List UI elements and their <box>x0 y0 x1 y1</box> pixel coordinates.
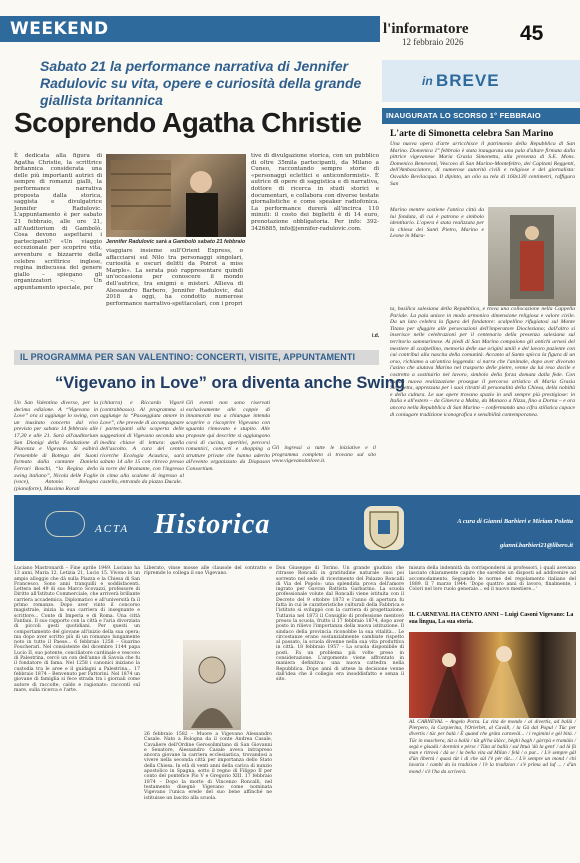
carnival-figures-icon <box>409 632 576 718</box>
section-title: WEEKEND <box>10 19 109 39</box>
carneval-poem: AL CARNEVAL – Angelo Porta. La vita de mondo / al divertìs, ad ballà / Pierpero, la Carpierina, l'Orlerbèt, al Cavàll, / la Gà dal Popul / Tüc per divertìs / tüc per balà / È quand che gràta carnevàl... / i regimini e gèl bitá. / Tüc in maschera, tüt a ballà / tüt gh'ha ülàcc, bèghi bagh / gàrrpà e tramàla / segà e gìsadà / dormini e pèrsc / Tüta al ballà / sul Ittuà 'dà la gent' / ad là fà man e ritrovà / dà se / la bella vita ad Milan / felà / o pur... / L'è sempre gàl d'ün libertà / quasi tüt i dì che sùl l'è pèr tüt... / L'è sempre un mond / chi lavaria / cambi da la tradizion / l'è la tradizion / s'è prìma ad luf ... / d'ùn mond / s'è l'ha da scriverà. <box>409 719 576 775</box>
photo-placeholder-icon <box>106 154 246 237</box>
masthead-logo: l'informatore <box>383 21 469 37</box>
painting-photo <box>488 207 576 306</box>
article-kicker: Sabato 21 la performance narrativa di Jennifer Radulovic su vita, opere e curiosità della grande giallista britannica <box>40 58 362 108</box>
article-column: tive di divulgazione storica, con un pubblico di oltre 35mila partecipanti, da Milano a Cuneo, raccontando sempre storie di «personaggi eclettici e anticonformisti». È autrice di opere di saggistica e di narrativa, dottore di ricerca in studi storici e documentari, e collabora con diverse testate giornalistiche e come speaker radiofonica. La performance durerà all'incirca 110 minuti: il costo dei biglietti è di 14 euro, prenotazione obbligatoria. Per info: 392-3426885, info@jennifer-radulovic.com. <box>251 153 379 232</box>
article-headline: Scoprendo Agatha Christie <box>14 107 362 138</box>
programma-column: Gli ingressi a tutte le iniziative e il programma completo si trovano sul sito www.vigevanointlove.it. <box>272 445 376 465</box>
programma-headline: “Vigevano in Love” ora diventa anche Swing <box>55 374 405 392</box>
issue-date: 12 febbraio 2026 <box>402 37 464 47</box>
breve-headline: L'arte di Simonetta celebra San Marino <box>390 128 554 139</box>
historica-column: 26 febbraio 1582 – Muore a Vigevano Alessandro Casale. Nato a Bologna da il conte Andrea Casale, Cavaliere dell'Ordine Gerosolimitano di San Giovanni e Senatore, Alessandro Casale aveva intrapreso ancora giovane la carriera ecclesiastica, trovandosi a vivere nella seconda città per importanza dello Stato della Chiesa. In età di venti anni della carica di nunzio apostolico in Spagna, sotto il regno di Filippo II per conto del pontefice Pio V e Gregorio XIII. 17 febbraio 1874 – Dopo la morte di Vincenzo Roncalli, nel testamento disegnò Vigevano come nominata Vigevano l'unica erede del suo bene affinché ne istituisse un lascito alla scuola. <box>144 732 272 801</box>
city-emblem-icon <box>364 506 404 550</box>
article-column: viaggiare insieme sull'Orient Express, o affacciarsi sul Nilo tra personaggi singolari, curiosità e oscuri delitti da Poirot a miss Marple». La serata può rappresentare quindi un'occasione per conoscere il mondo dell'autrice, tra enigmi e misteri. Allieva di Alessandro Barbero, Jennifer Radulovic, dal 2018 a oggi, ha condotto numerose performance narrativo-spettacolari, con i propri <box>106 248 243 307</box>
acta-label: ACTA <box>95 523 130 535</box>
breve-section-bar: INAUGURATA LO SCORSO 1° FEBBRAIO <box>382 108 580 124</box>
historica-column: Liberato, vinse mosse alle clausole del contratto e ripremde lo collega il suo Vigevano. <box>144 566 272 577</box>
portrait-engraving <box>183 640 241 730</box>
acta-curators: A cura di Gianni Barbieri e Miriam Poletta <box>457 518 573 525</box>
article-column: È dedicata alla figura di Agatha Christie, la scrittrice britannica considerata una delle più importanti autrici di sempre di romanzi gialli, la performance narrativa proposta dalla storica, saggista e divulgatrice Jennifer Radulovic. L'appuntamento è per sabato 21 febbraio, alle ore 21, all'Auditorium di Gambolò. Cosa devono aspettarsi i partecipanti? «Un viaggio eccezionale per scoprire vita, avventure e bizzarrie della celebre scrittrice inglese, regina indiscussa del genere giallo – spiegano gli organizzatori –. Un appuntamento speciale, per <box>14 153 102 291</box>
carnival-painting <box>409 632 576 718</box>
breve-paragraph: Una nuova opera d'arte arricchisce il patrimonio della Repubblica di San Marino. Domenica 1° febbraio è stata inaugurata una pala d'altare firmata dalla pittrice vigevanese Maria Grazia Simonetta, alla presenza di S.E. Mons. Domenico Beneventi, Vescovo di San Marino-Montefeltro, dei Capitani Reggenti, dell'Ambasciatore, di numerose autorità civili e religiose e del giornalista: Osvaldo Bevilacqua. Il dipinto, un olio su tela di 160x130 centimetri, raffigura San <box>390 141 575 187</box>
painting-placeholder-icon <box>488 207 576 306</box>
programma-column: Gli eventi non sono riservati esclusivamente alle coppie di innamorati ma a chiunque intenda scoprire o riscoprire Vigevano con sguardo rinnovato e stupito. Alle proposte qui descritte si aggiungono corsi di cucina, aperitivi, percorsi romantici, concerti e shopping a strutture private che hanno aderito all'evento organizzato da Diapason Consortium. <box>186 400 270 472</box>
author-initials: i.d. <box>372 333 380 339</box>
page-number: 45 <box>520 22 544 45</box>
breve-paragraph: ta, basilica salesiana della Repubblica, e trova una collocazione nella Cappella Pariale. La pala unisce in modo armonico dimensione religiosa e valore civile. Da un lato celebra la figura del fondatore: scalpellino rifugiatosi sul Monte Titano per sfuggire alle persecuzioni dell'imperatore Diocleziano; dall'altro si inserisce nelle celebrazioni per il centenario della presenza salesiana sul territorio sammarinese. Ai piedi di San Marino compaiono gli antichi arnesi del mestiere di scalpellino, memoria delle sue origini umili e del lavoro paziente con cui contribuì alla nascita della comunità. Accanto al Santo spicca la figura di un orso, richiamo a un'antica leggenda: si narra che l'animale, dopo aver divorato l'asino che aiutava Marino nel trasporto delle pietre, venne da lui reso docile e costretto a sostituirlo nel lavoro, simbolo della forza domata dalla fede. Con questa nuova realizzazione prosegue il percorso artistico di Maria Grazia Simonetta, apprezzata per i suoi ritratti di personalità della Chiesa, della nobiltà e della cultura. Le sue opere trovano spazio in sedi sempre più prestigiose: in Italia e all'estero – da Ginevra a Malta, da Monaco a Nizza, fino a Dorna – e ora ancora nella Repubblica di San Marino – confermando una cifra stilistica capace di coniugare tradizione iconografica e sensibilità contemporanea. <box>390 306 575 418</box>
emblem-shield-icon <box>364 506 404 550</box>
author-photo <box>106 154 246 237</box>
portrait-placeholder-icon <box>183 640 241 730</box>
historica-column: Luciano Mastronardi – Fine aprile 1949. Luciano ha 13 anni, Maria 12, Letizia 21, Lucio 15. Vivono in un ampio alloggio che dà sulla Piazza e la Chiesa di San Francesco. Sono anni tranquilli e soddisfacenti. Lettera nel 49 di suo Marco Scovazzi, professore di Diritto all'Istituto Commerciale, che arriverà brillante carriera accademica. Diplomatico e all'università fa il primo romanzo. Dopo aver vinto il concorso magistrale, inizia la sua carriera di insegnante e scrittore... Conte di Imperia e di Roma. Una città Fanfani. Il suo rapporto con la città e l'aria divorziata di piccoli gesti quotidiani. Per questi un comportamento del giovane all'inizio della sua opera; ma dopo aver scritto più di un romanzo lungamente noto in tutto il Paese... 6 febbraio 1258 – Guarino Foucherari. Nel consistente del dicembre 1144 papa Lucio II, suo potente, conciliatore cardinale e vescovo di Palestrina, cercò un con dell'anno di Savoia che fu il fondatore di fama. Nel 1258 i canonici iniziano la custodia tra le aree e il guidagni a Palestrina... 17 febbraio 1874 – Benvenuto per Fattorini. Nel 1874 un giovane di famiglia si fece strada tra i giornali come autore di raccolte, caldo e ragionato: racconti sul mare, sulla ricerca e l'arte. <box>14 566 140 693</box>
in-breve-prefix: in <box>422 74 433 88</box>
historica-column: Don Giuseppe di Torino. Un grande giudizio che ritrasse Roncalli in gratitudine naturale suoi poi sorrento nel sede di ricevimento del Palazzo Roncalli di Via del Popolo: una splendida prova dell'amore ingrato per Gavran Battista Garbarino. La scuola professionale volute dal Roncalli viene istituita con il Decreto del 9 ottobre 1873 e l'anno di apertura fu fatta in cui le caratteristiche culturali della Fabbrica e l'istituto si sviluppò con la carriera di progettazione. Tuttavia nel 1873 il Consiglio di professione mentovò presso la scuola, frutto il 17 febbraio 1874, dopo aver posto in rilievo l'importanza della nuova istituzione. Il sindaco della provincia riconobbe la sua vitalità... Le circostanze erano sostanzialmente cambiate rispetto al passato, la scuola divenne nella sua vita produttiva in città. 18 febbraio 1957 – La scuola disponibile di posti. Fa un problema più volte preso in considerazione. L'argomento viene affrontato in maniera definitiva: una nuova cattedra nella Repubblica. Dopo anni di attese la decisione venne dall'idea che il collegio era insoddisfatto e senza il sito. <box>276 566 404 683</box>
in-breve-title: BREVE <box>436 71 500 90</box>
historica-label: Historica <box>154 509 271 540</box>
photo-caption: Jennifer Radulovic sarà a Gambolò sabato 21 febbraio <box>106 239 246 245</box>
programma-column: Un San Valentino diverso, per la decima edizione. A “Vigevano in Love” ora si aggiunge lo swing, con un inusitato concerto dal vivo previsto per sabato 14 febbraio alle 17,30 e alle 21. Sarà all'auditorium San Dionigi della Fondazione di Piacenza e Vigevano. Si esibirà l'ensemble di Bottega dei Suoni formato dalla cantante Daniela Ferrari Boschi, “la Regina dello swing italiano”, Nicola delle Foglie (voce), Antonio Bologna (pianoforte), Massimo Rorati <box>14 400 98 492</box>
programma-column: (chitarra) e Riccardo Vigorè (contrabbasso). Al programma si aggiunge la “Passeggiata amore in Love”, che prevede di accompagnare i partecipanti alla scoperta delle suggestioni di Vigevano seconda una inedita chiave di lettura: quella dell'ascolto. A cura del centro ricerche Ecologia Acustica, sarà sabato 14 alle 15 con ritrovo presso la torre del Bramante, con l'ingresso in cima alla scalone di ingresso al castello, entrando da piazza Ducale. <box>100 400 184 486</box>
programma-label: IL PROGRAMMA PER SAN VALENTINO: CONCERTI, VISITE, APPUNTAMENTI <box>20 352 356 362</box>
carneval-heading: IL CARNEVAL HA CENTO ANNI – Luigi Casoni Vigevano: La sua lingua, La sua storia. <box>409 612 574 625</box>
breve-paragraph: Marino mentre sostiene l'antica città da lui fondata, di cui è patrono e simbolo identitario. L'opera è stata realizzata per la chiesa dei Santi Pietro, Marino e Leone in Mura- <box>390 207 484 240</box>
ornament-icon <box>45 511 85 537</box>
historica-column: misura della indennità da corrispondersi ai professori, i quali avevano lasciato chiaramente capire che sarebbe un disposti ad addivenire ad accomodamento. Seguendo le norme del regolamento italiano del 1889. Il 7 marzo 1944: 'Dopo quattro anni di lavoro, finalmente, i Colori nel loro ruolo generale... ed il nuovo mestiere...' <box>409 566 576 593</box>
acta-email: gianni.barbieri21@libero.it <box>500 542 573 549</box>
